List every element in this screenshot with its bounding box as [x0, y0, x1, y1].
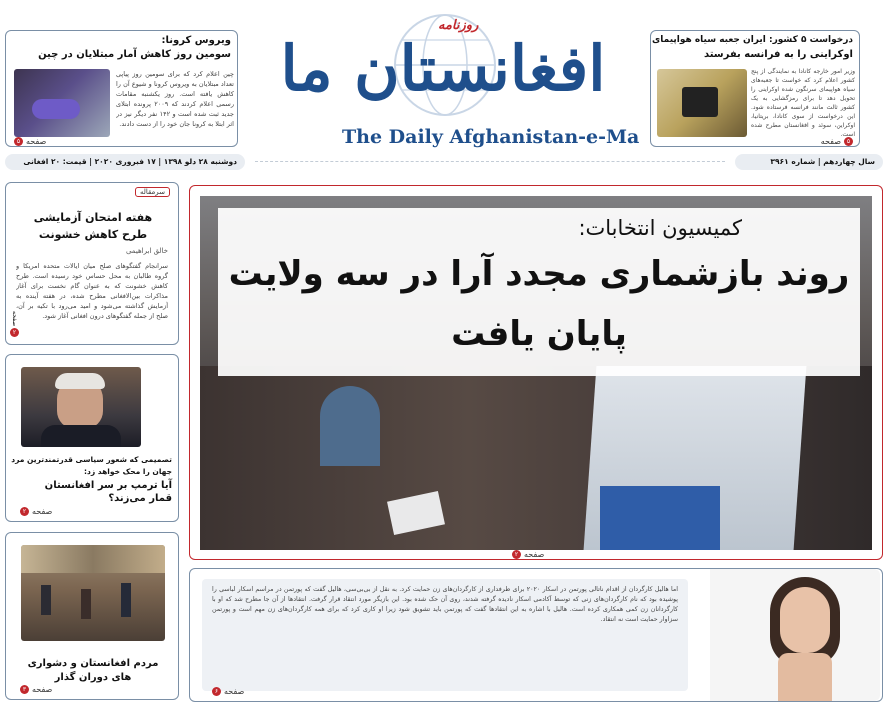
- market-headline: مردم افغانستان و دشواری های دوران گذار: [27, 658, 159, 683]
- issue-bar: [5, 154, 883, 170]
- lab-photo: [14, 69, 110, 137]
- editorial-box[interactable]: [5, 182, 179, 345]
- khalilzad-kicker-1: تصمیمی که شعور سیاسی قدرتمندترین مرد: [11, 455, 172, 464]
- main-kicker: کمیسیون انتخابات:: [578, 216, 742, 240]
- top-right-story-box[interactable]: [650, 30, 860, 147]
- main-headline-line1: روند بازشماری مجدد آرا در سه ولایت: [228, 254, 850, 294]
- blackbox-photo: [657, 69, 747, 137]
- portman-text-panel: [202, 579, 688, 691]
- english-title: The Daily Afghanistan-e-Ma: [342, 126, 640, 148]
- main-page-tag: [512, 550, 544, 559]
- top-right-kicker: درخواست ۵ کشور: ایران جعبه سیاه هواپیمای: [652, 35, 853, 45]
- logo-text: افغانستان ما: [280, 32, 606, 105]
- main-story-frame[interactable]: [189, 185, 883, 560]
- top-left-kicker: ویروس کرونا:: [161, 35, 231, 46]
- page-label: صفحه: [820, 137, 841, 146]
- issue-date: دوشنبه ۲۸ دلو ۱۳۹۸ | ۱۷ فبروری ۲۰۲۰ | قیمت: ۲۰ افغانی: [23, 157, 237, 166]
- page-label: صفحه: [524, 550, 545, 559]
- editorial-body: سرانجام گفتگوهای صلح میان ایالات متحده امریکا و گروه طالبان به محل حساس خود رسیده است. طرح کاهش خشونت که به عنوان گام نخست برای آغاز مذاکرات بین‌الافغانی مطرح شده، در هفته آینده به آزمایش گذاشته می‌شود و امید می‌رود با تکیه بر آن، صلح از جمله گفتگوهای درون افغانی آغاز شود.: [16, 262, 168, 320]
- page-number-badge: ۲: [10, 328, 19, 337]
- portman-page-tag: [212, 687, 244, 696]
- top-left-body: چین اعلام کرد که برای سومین روز پیاپی تعداد مبتلایان به ویروس کرونا و شیوع آن را کاهش یافته است. روز یکشنبه مقامات رسمی اعلام کردند که ۲۰۰۹ پرونده ابتلای جدید ثبت شده است و ۱۴۲ نفر دیگر نیز در اثر ابتلا به کرونا جان خود را از دست دادند.: [116, 70, 234, 128]
- page-number-badge: ۶: [212, 687, 221, 696]
- top-left-story-box[interactable]: [5, 30, 238, 147]
- page-label: صفحه: [224, 687, 245, 696]
- market-page-tag: [20, 685, 52, 694]
- page-label: صفحه: [11, 311, 18, 327]
- khalilzad-story-box[interactable]: [5, 354, 179, 522]
- editorial-headline-2: طرح کاهش خشونت: [38, 228, 148, 241]
- portman-body: اما هالیل کارگردان از اقدام ناتالی پورتمن در اسکار ۲۰۲۰ برای طرفداری از کارگردان‌های زن حمایت کرد. به نقل از بی‌بی‌سی، هالیل گفت که پورتمن در مراسم اسکار لباسی را پوشیده بود که نام کارگردان‌های زنی که توسط آکادمی اسکار نادیده گرفته شدند، روی آن حک شده بود. این بازیگر مورد انتقاد قرار گرفت. انتقادها از آن جا مطرح شد که او با کارگردانان زن کمی همکاری کرده است. هالیل با اشاره به این انتقادها گفت که پورتمن باید تشویق شود زیرا او کاری کرد که برای همه کارگردان‌های زن مهم است و پورتمن سزاوار حمایت است نه انتقاد.: [212, 586, 678, 623]
- page-number-badge: ۵: [844, 137, 853, 146]
- portman-story-box[interactable]: [189, 568, 883, 702]
- portman-photo: [710, 569, 880, 701]
- top-left-page-tag: [14, 137, 46, 146]
- page-number-badge: ۵: [14, 137, 23, 146]
- market-photo: [21, 545, 165, 641]
- page-number-badge: ۳: [20, 685, 29, 694]
- daily-word: روزنامه: [438, 18, 479, 33]
- masthead-logo[interactable]: [262, 8, 640, 148]
- issue-date-pill: [5, 154, 245, 170]
- top-right-page-tag: [821, 137, 853, 146]
- market-story-box[interactable]: [5, 532, 179, 700]
- issue-divider: [255, 161, 725, 162]
- issue-number: سال چهاردهم | شماره ۳۹۶۱: [770, 157, 875, 166]
- top-right-headline: اوکراینی را به فرانسه بفرستد: [703, 49, 853, 60]
- page-label: صفحه: [26, 137, 47, 146]
- editorial-author: خالق ابراهیمی: [125, 247, 168, 255]
- khalilzad-page-tag: [20, 507, 52, 516]
- page-number-badge: ۲: [20, 507, 29, 516]
- issue-number-pill: [735, 154, 883, 170]
- main-headline-line2: پایان یافت: [451, 314, 627, 354]
- top-left-headline: سومین روز کاهش آمار مبتلایان در چین: [38, 49, 231, 60]
- page-label: صفحه: [32, 685, 53, 694]
- editorial-side-tag: [10, 311, 19, 337]
- khalilzad-photo: [21, 367, 141, 447]
- main-headline-panel: [218, 208, 860, 376]
- khalilzad-kicker-2: جهان را محک خواهد زد:: [83, 467, 172, 476]
- top-right-body: وزیر امور خارجه کانادا به نمایندگی از پنج کشور اعلام کرد که خواست تا جعبه‌های سیاه هواپیمای سرنگون شده اوکراینی را تحویل دهد تا برای رمزگشایی به یک کشور ثالث مانند فرانسه فرستاده شود. این درخواست از سوی کانادا، بریتانیا، اوکراین، سوئد و افغانستان مطرح شده است.: [751, 68, 855, 137]
- page-number-badge: ۲: [512, 550, 521, 559]
- khalilzad-headline: آیا ترمپ بر سر افغانستان قمار می‌زند؟: [44, 480, 172, 504]
- editorial-headline-1: هفته امتحان آزمایشی: [33, 211, 153, 224]
- editorial-label: سرمقاله: [135, 187, 170, 197]
- page-label: صفحه: [32, 507, 53, 516]
